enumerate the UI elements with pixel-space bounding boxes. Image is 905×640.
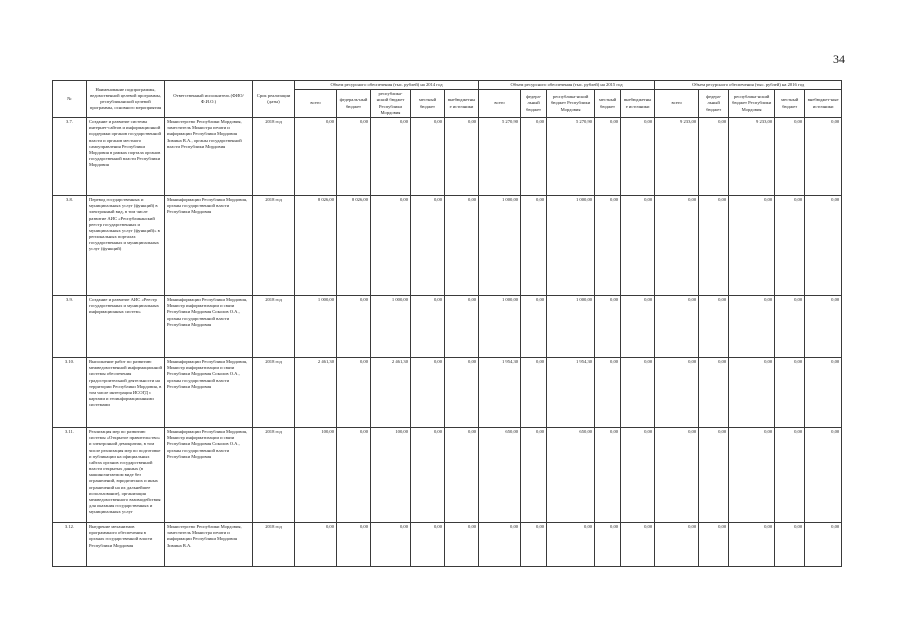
- table-row: [53, 117, 842, 195]
- cell-2016-local: 0,00: [775, 427, 805, 522]
- cell-2015-republic: 0,00: [547, 522, 595, 566]
- cell-2016-extra: 0,00: [805, 117, 842, 195]
- cell-2015-extra: 0,00: [621, 427, 655, 522]
- header-2016-total: всего: [655, 90, 699, 118]
- header-num: №: [53, 81, 87, 118]
- cell-2015-local: 0,00: [595, 195, 621, 295]
- cell-2016-republic: 0,00: [729, 357, 775, 427]
- cell-2014-federal: 8 026,00: [337, 195, 371, 295]
- cell-2014-republic: 0,00: [371, 117, 411, 195]
- cell-2016-federal: 0,00: [699, 295, 729, 357]
- row-term: 2018 год: [253, 295, 295, 357]
- cell-2014-extra: 0,00: [445, 357, 479, 427]
- cell-2014-total: 100,00: [295, 427, 337, 522]
- header-2014-local: местный бюджет: [411, 90, 445, 118]
- cell-2016-total: 0,00: [655, 427, 699, 522]
- cell-2014-extra: 0,00: [445, 295, 479, 357]
- cell-2015-extra: 0,00: [621, 295, 655, 357]
- cell-2015-federal: 0,00: [521, 427, 547, 522]
- table-row: [53, 195, 842, 295]
- header-2016-republic: республика-нский бюджет Республики Мордовия: [729, 90, 775, 118]
- cell-2016-federal: 0,00: [699, 117, 729, 195]
- cell-2014-federal: 0,00: [337, 522, 371, 566]
- header-2014-federal: федераль-ный бюджет: [337, 90, 371, 118]
- header-2016-local: местный бюджет: [775, 90, 805, 118]
- cell-2016-federal: 0,00: [699, 522, 729, 566]
- cell-2016-total: 0,00: [655, 357, 699, 427]
- header-group-2016: Объем ресурсного обеспечения (тыс. рублей) на 2016 год: [655, 81, 842, 90]
- cell-2014-local: 0,00: [411, 427, 445, 522]
- table-header: [53, 81, 842, 118]
- cell-2016-republic: 9 233,00: [729, 117, 775, 195]
- cell-2016-local: 0,00: [775, 117, 805, 195]
- cell-2015-extra: 0,00: [621, 117, 655, 195]
- cell-2015-total: 1 000,00: [479, 195, 521, 295]
- cell-2014-extra: 0,00: [445, 427, 479, 522]
- row-num: 3.8.: [53, 195, 87, 295]
- cell-2014-total: 0,00: [295, 117, 337, 195]
- page-number: 34: [833, 52, 845, 66]
- header-2015-local: местный бюджет: [595, 90, 621, 118]
- header-group-2014: Объем ресурсного обеспечения (тыс. рублей) на 2014 год: [295, 81, 479, 90]
- cell-2016-local: 0,00: [775, 357, 805, 427]
- row-name: Выполнение работ по развитию межведомственной информационной системы обеспечения градостроительной деятельности на территории Республики Мордовия, в том числе интеграция ИСОГД с картами и геоинформационными системами: [87, 357, 165, 427]
- row-term: 2018 год: [253, 195, 295, 295]
- row-name: Реализация мер по развитию системы «Открытое правительство» и электронной демократии, в том числе реализация мер по подготовке и публикации на официальных сайтах органов государственной власти открытых данных (в машиночитаемом виде без ограничений, юридических и иных ограничений на их дальнейшее использование), организация межведомственного взаимодействия для оказания государственных и муниципальных услуг: [87, 427, 165, 522]
- cell-2014-republic: 0,00: [371, 195, 411, 295]
- row-num: 3.7.: [53, 117, 87, 195]
- cell-2015-federal: 0,00: [521, 357, 547, 427]
- row-num: 3.12.: [53, 522, 87, 566]
- cell-2016-republic: 0,00: [729, 522, 775, 566]
- cell-2016-federal: 0,00: [699, 195, 729, 295]
- cell-2014-total: 0,00: [295, 522, 337, 566]
- row-term: 2018 год: [253, 117, 295, 195]
- cell-2014-local: 0,00: [411, 295, 445, 357]
- cell-2015-republic: 1 000,00: [547, 295, 595, 357]
- cell-2015-total: 1 954,30: [479, 357, 521, 427]
- cell-2014-republic: 0,00: [371, 522, 411, 566]
- cell-2015-federal: 0,00: [521, 117, 547, 195]
- cell-2016-total: 9 233,00: [655, 117, 699, 195]
- cell-2015-total: 0,00: [479, 522, 521, 566]
- cell-2016-local: 0,00: [775, 295, 805, 357]
- cell-2015-extra: 0,00: [621, 357, 655, 427]
- row-responsible: Министерство Республики Мордовия, заместитель Министра печати и информации Республики Мордовия Зимина В.А.: [165, 522, 253, 566]
- cell-2015-extra: 0,00: [621, 522, 655, 566]
- cell-2015-total: 650,00: [479, 427, 521, 522]
- cell-2016-extra: 0,00: [805, 295, 842, 357]
- cell-2014-extra: 0,00: [445, 522, 479, 566]
- cell-2014-extra: 0,00: [445, 117, 479, 195]
- row-name: Перевод государственных и муниципальных услуг (функций) в электронный вид, в том числе развитие АИС «Республиканский реестр государственных и муниципальных услуг (функций)» в региональных порталах государственных и муниципальных услуг (функций): [87, 195, 165, 295]
- header-2015-total: всего: [479, 90, 521, 118]
- cell-2015-federal: 0,00: [521, 522, 547, 566]
- cell-2015-total: 1 000,00: [479, 295, 521, 357]
- header-2015-republic: республика-нский бюджет Республики Мордовия: [547, 90, 595, 118]
- cell-2016-local: 0,00: [775, 195, 805, 295]
- row-responsible: Министерство Республики Мордовия, заместитель Министра печати и информации Республики Мордовия Зимина В.А., органы государственной власти Республики Мордовия: [165, 117, 253, 195]
- cell-2015-federal: 0,00: [521, 295, 547, 357]
- cell-2014-local: 0,00: [411, 195, 445, 295]
- header-2015-extra: внебюджетные источники: [621, 90, 655, 118]
- table-row: [53, 357, 842, 427]
- cell-2016-extra: 0,00: [805, 427, 842, 522]
- header-term: Срок реализации (даты): [253, 81, 295, 118]
- row-name: Создание и развитие системы интернет-сайтов и информационной поддержки органов государственной власти и органов местного самоуправления Республики Мордовия в рамках портала органов государственной власти Республики Мордовия: [87, 117, 165, 195]
- table-row: [53, 295, 842, 357]
- row-term: 2018 год: [253, 522, 295, 566]
- header-2016-extra: внебюджет-ные источники: [805, 90, 842, 118]
- header-responsible: Ответственный исполнитель (ФИО/Ф.И.О.): [165, 81, 253, 118]
- table-body: [53, 117, 842, 566]
- row-responsible: Мининформации Республики Мордовия, Министр информатизации и связи Республики Мордовия Соколов О.А., органы государственной власти Республики Мордовия: [165, 427, 253, 522]
- row-responsible: Мининформации Республики Мордовия, Министр информатизации и связи Республики Мордовия Соколов О.А., органы государственной власти Республики Мордовия: [165, 357, 253, 427]
- cell-2015-republic: 1 000,00: [547, 195, 595, 295]
- cell-2014-republic: 100,00: [371, 427, 411, 522]
- row-responsible: Мининформации Республики Мордовия, органы государственной власти Республики Мордовия: [165, 195, 253, 295]
- cell-2015-republic: 650,00: [547, 427, 595, 522]
- header-2016-federal: федера-льный бюджет: [699, 90, 729, 118]
- cell-2016-total: 0,00: [655, 295, 699, 357]
- cell-2015-republic: 5 270,90: [547, 117, 595, 195]
- row-name: Внедрение механизмов программного обеспечения в органах государственной власти Республики Мордовия: [87, 522, 165, 566]
- cell-2014-local: 0,00: [411, 357, 445, 427]
- row-num: 3.11.: [53, 427, 87, 522]
- cell-2016-local: 0,00: [775, 522, 805, 566]
- header-group-2015: Объем ресурсного обеспечения (тыс. рублей) на 2015 год: [479, 81, 655, 90]
- cell-2016-extra: 0,00: [805, 357, 842, 427]
- cell-2015-extra: 0,00: [621, 195, 655, 295]
- cell-2016-extra: 0,00: [805, 522, 842, 566]
- cell-2014-local: 0,00: [411, 522, 445, 566]
- cell-2014-federal: 0,00: [337, 427, 371, 522]
- header-2014-extra: внебюджетные источники: [445, 90, 479, 118]
- header-name: Наименование подпрограммы, ведомственной целевой программы, республиканской целевой программы, основного мероприятия: [87, 81, 165, 118]
- table-row: [53, 522, 842, 566]
- row-term: 2018 год: [253, 357, 295, 427]
- cell-2014-federal: 0,00: [337, 295, 371, 357]
- row-num: 3.9.: [53, 295, 87, 357]
- cell-2014-local: 0,00: [411, 117, 445, 195]
- cell-2016-republic: 0,00: [729, 295, 775, 357]
- resource-table: [52, 80, 842, 567]
- row-name: Создание и развитие АИС «Реестр государственных и муниципальных информационных систем»: [87, 295, 165, 357]
- cell-2015-local: 0,00: [595, 427, 621, 522]
- cell-2016-total: 0,00: [655, 195, 699, 295]
- cell-2014-total: 8 026,00: [295, 195, 337, 295]
- cell-2015-local: 0,00: [595, 522, 621, 566]
- cell-2014-republic: 1 000,00: [371, 295, 411, 357]
- cell-2014-total: 2 461,30: [295, 357, 337, 427]
- cell-2016-federal: 0,00: [699, 357, 729, 427]
- cell-2015-federal: 0,00: [521, 195, 547, 295]
- cell-2014-federal: 0,00: [337, 117, 371, 195]
- cell-2015-total: 5 270,90: [479, 117, 521, 195]
- cell-2015-republic: 1 954,30: [547, 357, 595, 427]
- cell-2015-local: 0,00: [595, 117, 621, 195]
- cell-2016-republic: 0,00: [729, 195, 775, 295]
- row-num: 3.10.: [53, 357, 87, 427]
- header-2014-total: всего: [295, 90, 337, 118]
- header-2015-federal: федера-льный бюджет: [521, 90, 547, 118]
- cell-2016-federal: 0,00: [699, 427, 729, 522]
- header-2014-republic: республика-нский бюджет Республики Мордовия: [371, 90, 411, 118]
- cell-2016-republic: 0,00: [729, 427, 775, 522]
- cell-2015-local: 0,00: [595, 295, 621, 357]
- cell-2016-extra: 0,00: [805, 195, 842, 295]
- cell-2014-extra: 0,00: [445, 195, 479, 295]
- cell-2016-total: 0,00: [655, 522, 699, 566]
- row-term: 2018 год: [253, 427, 295, 522]
- row-responsible: Мининформации Республики Мордовия, Министр информатизации и связи Республики Мордовия Соколов О.А., органы государственной власти Республики Мордовия: [165, 295, 253, 357]
- cell-2014-total: 1 000,00: [295, 295, 337, 357]
- cell-2014-republic: 2 461,30: [371, 357, 411, 427]
- cell-2014-federal: 0,00: [337, 357, 371, 427]
- table-row: [53, 427, 842, 522]
- cell-2015-local: 0,00: [595, 357, 621, 427]
